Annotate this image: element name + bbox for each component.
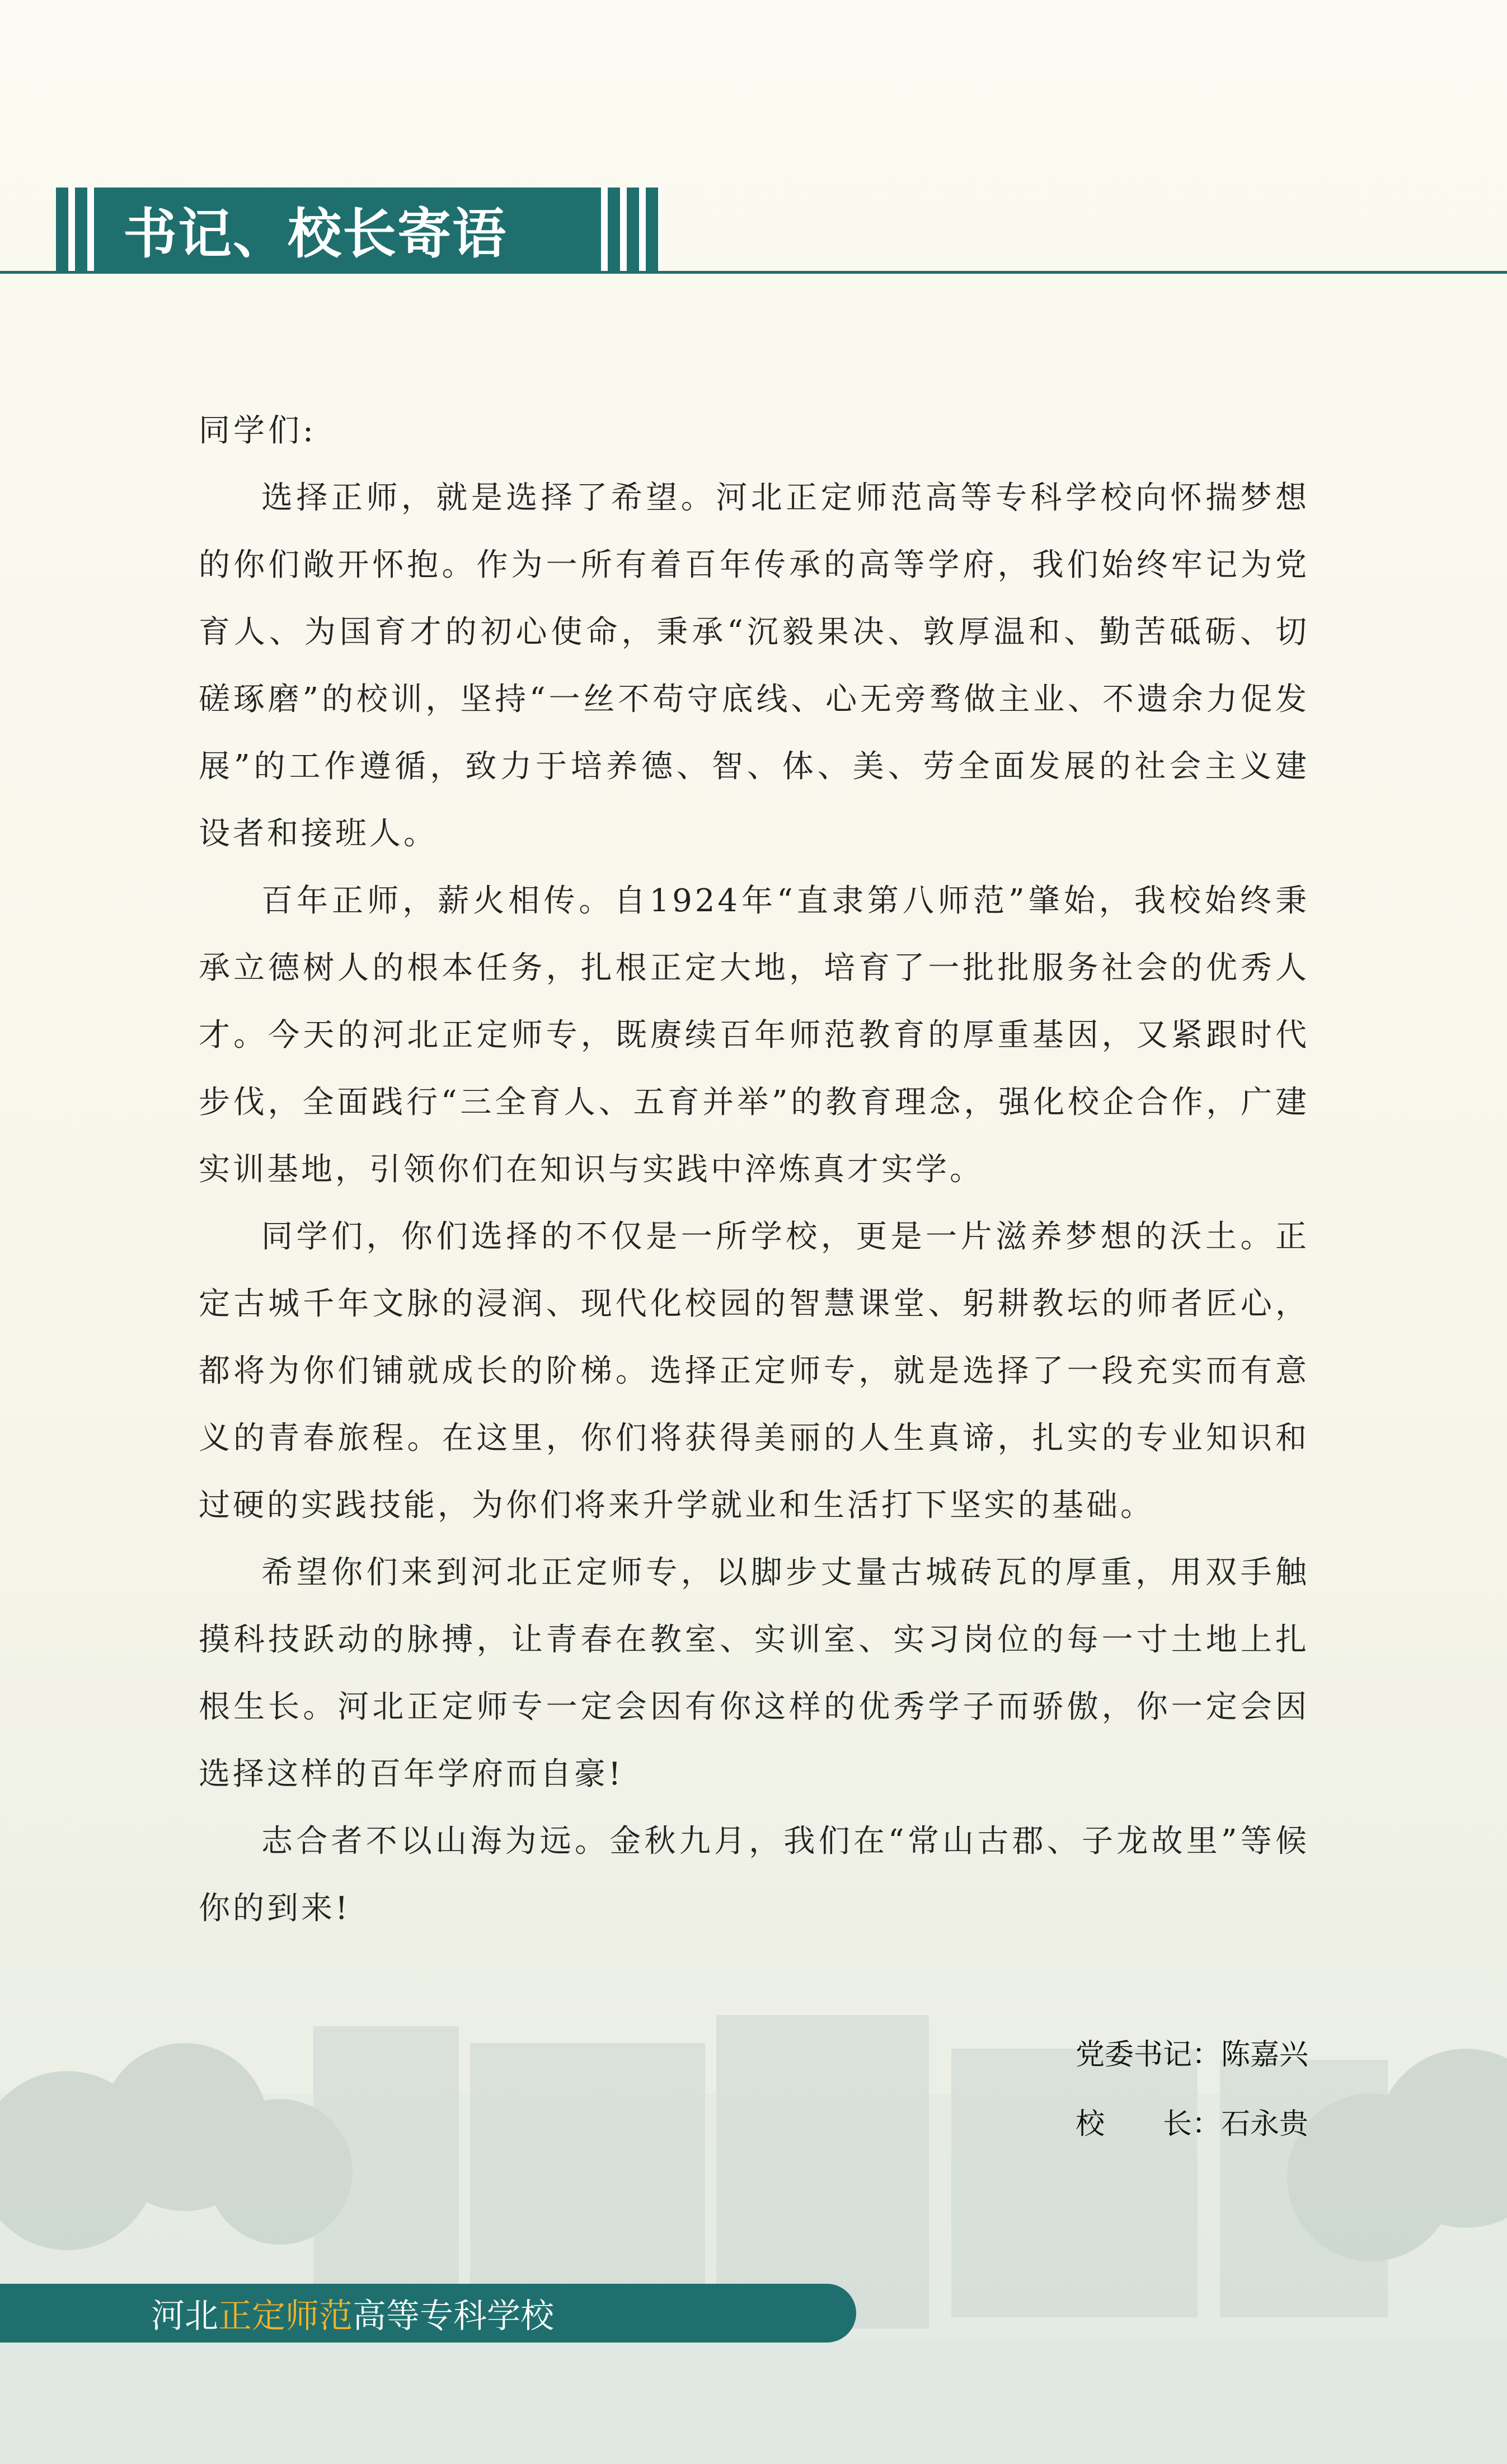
salutation: 同学们: xyxy=(199,413,317,449)
footer-banner xyxy=(0,2284,856,2343)
page-title: 书记、校长寄语 xyxy=(123,202,507,265)
footer-text-part3: 高等专科学校 xyxy=(353,2296,554,2336)
header-rule xyxy=(0,271,1507,274)
signature-president: 校 长：石永贵 xyxy=(1075,2107,1308,2141)
signature-secretary: 党委书记：陈嘉兴 xyxy=(1075,2038,1308,2072)
footer-text-highlight: 正定师范 xyxy=(218,2296,353,2336)
letter-paragraph: 百年正师，薪火相传。自1924年“直隶第八师范”肇始，我校始终秉承立德树人的根本任务，扎根正定大地，培育了一批批服务社会的优秀人才。今天的河北正定师专，既赓续百年师范教育的厚重基因，又紧跟时代步伐，全面践行“三全育人、五育并举”的教育理念，强化校企合作，广建实训基地，引领你们在知识与实践中淬炼真才实学。 xyxy=(199,883,1309,1188)
letter-paragraph: 选择正师，就是选择了希望。河北正定师范高等专科学校向怀揣梦想的你们敞开怀抱。作为一所有着百年传承的高等学府，我们始终牢记为党育人、为国育才的初心使命，秉承“沉毅果决、敦厚温和、勤苦砥砺、切磋琢磨”的校训，坚持“一丝不苟守底线、心无旁骛做主业、不遗余力促发展”的工作遵循，致力于培养德、智、体、美、劳全面发展的社会主义建设者和接班人。 xyxy=(199,480,1309,852)
header-title-box xyxy=(104,188,596,271)
letter-paragraph: 志合者不以山海为远。金秋九月，我们在“常山古郡、子龙故里”等候你的到来! xyxy=(199,1823,1309,1927)
footer-text-part1: 河北 xyxy=(151,2296,218,2336)
letter-paragraph: 希望你们来到河北正定师专，以脚步丈量古城砖瓦的厚重，用双手触摸科技跃动的脉搏，让青春在教室、实训室、实习岗位的每一寸土地上扎根生长。河北正定师专一定会因有你这样的优秀学子而骄傲，你一定会因选择这样的百年学府而自豪! xyxy=(199,1554,1309,1792)
letter-body xyxy=(199,397,1309,1942)
letter-paragraph: 同学们，你们选择的不仅是一所学校，更是一片滋养梦想的沃土。正定古城千年文脉的浸润、现代化校园的智慧课堂、躬耕教坛的师者匠心，都将为你们铺就成长的阶梯。选择正定师专，就是选择了一段充实而有意义的青春旅程。在这里，你们将获得美丽的人生真谛，扎实的专业知识和过硬的实践技能，为你们将来升学就业和生活打下坚实的基础。 xyxy=(199,1219,1309,1524)
section-header xyxy=(56,188,660,271)
